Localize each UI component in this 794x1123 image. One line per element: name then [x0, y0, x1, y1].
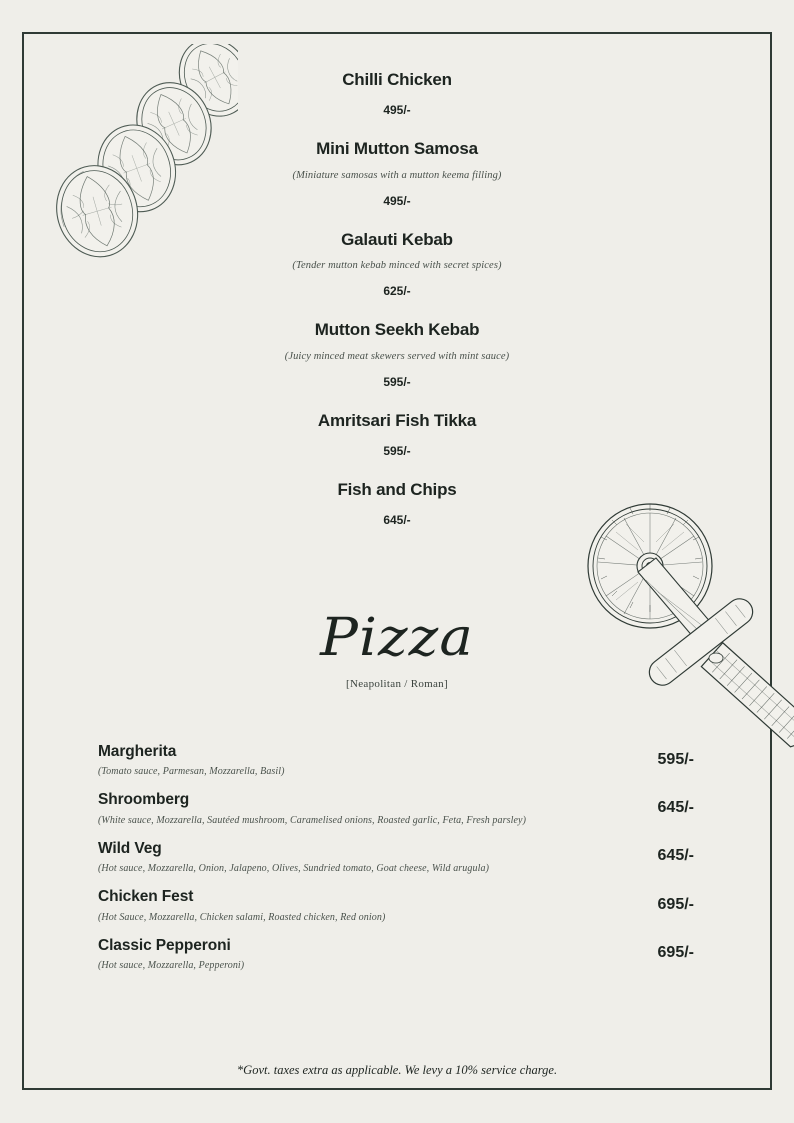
menu-item-price: 595/-: [383, 374, 411, 389]
pizza-list: [98, 742, 694, 984]
menu-item: [0, 70, 794, 117]
menu-item: [98, 742, 694, 777]
menu-item: [0, 480, 794, 527]
starters-list: [0, 70, 794, 549]
menu-item-description: (Miniature samosas with a mutton keema filling): [292, 169, 502, 181]
footer-note: *Govt. taxes extra as applicable. We levy a 10% service charge.: [236, 1063, 558, 1077]
menu-item-name: Fish and Chips: [337, 479, 457, 499]
menu-item-name: Mini Mutton Samosa: [316, 139, 478, 159]
menu-item: [98, 790, 694, 825]
menu-item-price: 695/-: [657, 944, 694, 962]
menu-item-price: 625/-: [383, 284, 411, 299]
menu-item-text: [98, 742, 628, 777]
menu-item-name: Chilli Chicken: [342, 70, 452, 89]
menu-item: [0, 411, 794, 458]
menu-item-price: 495/-: [383, 103, 411, 118]
menu-item-name: Wild Veg: [98, 839, 162, 857]
menu-item-description: (Hot sauce, Mozzarella, Pepperoni): [98, 959, 245, 971]
pizza-section-title: Pizza: [320, 608, 474, 668]
menu-item-description: (Tomato sauce, Parmesan, Mozzarella, Basil): [98, 766, 285, 778]
menu-item-price: 695/-: [657, 895, 694, 913]
menu-item-description: (Juicy minced meat skewers served with mint sauce): [284, 350, 510, 362]
menu-item-description: (Tender mutton kebab minced with secret spices): [292, 260, 502, 272]
menu-item-text: [98, 887, 628, 922]
menu-item-description: (White sauce, Mozzarella, Sautéed mushroom, Caramelised onions, Roasted garlic, Feta, Fresh parsley): [98, 814, 526, 826]
menu-item-description: (Hot Sauce, Mozzarella, Chicken salami, Roasted chicken, Red onion): [98, 911, 386, 923]
menu-item-text: [98, 936, 628, 971]
menu-item-text: [98, 839, 628, 874]
menu-item-name: Amritsari Fish Tikka: [317, 410, 477, 430]
menu-item-description: (Hot sauce, Mozzarella, Onion, Jalapeno, Olives, Sundried tomato, Goat cheese, Wild arugula): [98, 863, 489, 875]
pizza-section-header: [0, 608, 794, 690]
menu-item: [0, 320, 794, 388]
menu-item-name: Galauti Kebab: [341, 229, 453, 249]
menu-item: [0, 139, 794, 207]
menu-item-name: Margherita: [98, 743, 177, 760]
menu-item-name: Shroomberg: [98, 791, 190, 809]
menu-item: [98, 887, 694, 922]
menu-item-price: 495/-: [383, 193, 411, 208]
menu-item-price: 595/-: [657, 750, 694, 768]
pizza-section-subtitle: [Neapolitan / Roman]: [346, 678, 448, 690]
menu-item-price: 645/-: [383, 513, 411, 528]
menu-item-price: 595/-: [383, 443, 411, 458]
menu-item: [0, 230, 794, 298]
menu-item-name: Classic Pepperoni: [98, 936, 231, 954]
menu-item: [98, 936, 694, 971]
menu-item-price: 645/-: [657, 847, 694, 865]
menu-item-price: 645/-: [657, 799, 694, 817]
menu-item-name: Mutton Seekh Kebab: [314, 320, 480, 340]
menu-item: [98, 839, 694, 874]
menu-item-name: Chicken Fest: [98, 888, 194, 906]
menu-item-text: [98, 790, 628, 825]
